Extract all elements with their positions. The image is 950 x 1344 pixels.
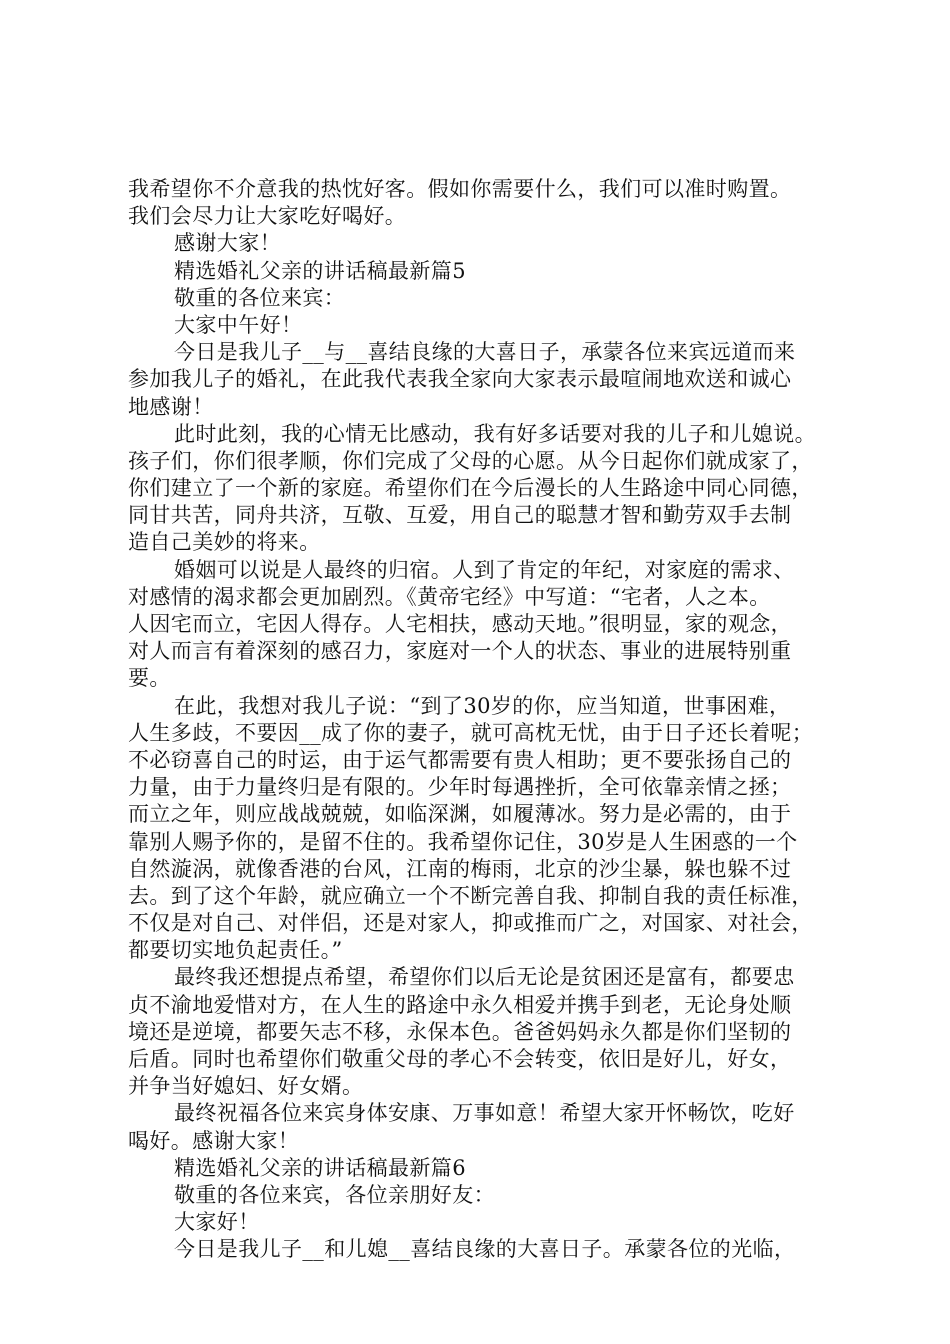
- text-line: 靠别人赐予你的，是留不住的。我希望你记住，30岁是人生困惑的一个: [128, 829, 798, 854]
- paragraph-first-line: 最终我还想提点希望，希望你们以后无论是贫困还是富有，都要忠: [174, 965, 795, 990]
- text-line: 力量，由于力量终归是有限的。少年时每遇挫折，全可依靠亲情之拯；: [128, 775, 792, 800]
- text-line: 参加我儿子的婚礼，在此我代表我全家向大家表示最喧闹地欢送和诚心: [128, 367, 792, 392]
- paragraph-first-line: 此时此刻，我的心情无比感动，我有好多话要对我的儿子和儿媳说。: [174, 421, 816, 446]
- text-line: 你们建立了一个新的家庭。希望你们在今后漫长的人生路途中同心同德，: [128, 476, 813, 501]
- text-line: 并争当好媳妇、好女婿。: [128, 1074, 364, 1099]
- text-line: 孩子们，你们很孝顺，你们完成了父母的心愿。从今日起你们就成家了，: [128, 448, 813, 473]
- paragraph-first-line: 精选婚礼父亲的讲话稿最新篇6: [174, 1155, 466, 1180]
- text-line: 不仅是对自己、对伴侣，还是对家人，抑或推而广之，对国家、对社会，: [128, 911, 813, 936]
- text-line: 我希望你不介意我的热忱好客。假如你需要什么，我们可以准时购置。: [128, 177, 792, 201]
- paragraph-first-line: 在此，我想对我儿子说：“到了30岁的你，应当知道，世事困难，: [174, 693, 791, 718]
- text-line: 我们会尽力让大家吃好喝好。: [128, 204, 407, 229]
- text-line: 而立之年，则应战战兢兢，如临深渊，如履薄冰。努力是必需的，由于: [128, 802, 792, 827]
- text-line: 境还是逆境，都要矢志不移，永保本色。爸爸妈妈永久都是你们坚韧的: [128, 1019, 792, 1044]
- paragraph-first-line: 大家好！: [174, 1210, 260, 1235]
- paragraph-first-line: 精选婚礼父亲的讲话稿最新篇5: [174, 258, 466, 283]
- text-line: 同甘共苦，同舟共济，互敬、互爱，用自己的聪慧才智和勤劳双手去制: [128, 503, 792, 528]
- text-line: 地感谢！: [128, 394, 214, 419]
- text-line: 不必窃喜自己的时运，由于运气都需要有贵人相助；更不要张扬自己的: [128, 747, 792, 772]
- text-line: 人生多歧，不要因__成了你的妻子，就可高枕无忧，由于日子还长着呢；: [128, 720, 814, 745]
- text-line: 喝好。感谢大家！: [128, 1128, 300, 1153]
- paragraph-first-line: 感谢大家！: [174, 231, 281, 256]
- text-line: 都要切实地负起责任。”: [128, 938, 343, 963]
- text-line: 自然漩涡，就像香港的台风，江南的梅雨，北京的沙尘暴，躲也躲不过: [128, 856, 792, 881]
- text-line: 后盾。同时也希望你们敬重父母的孝心不会转变，依旧是好儿，好女，: [128, 1047, 792, 1071]
- document-page: [128, 176, 833, 1264]
- paragraph-first-line: 大家中午好！: [174, 312, 303, 337]
- text-line: 对人而言有着深刻的感召力，家庭对一个人的状态、事业的进展特别重: [128, 639, 792, 664]
- paragraph-first-line: 今日是我儿子__与__喜结良缘的大喜日子，承蒙各位来宾远道而来: [174, 340, 796, 365]
- text-line: 造自己美妙的将来。: [128, 530, 321, 555]
- paragraph-first-line: 婚姻可以说是人最终的归宿。人到了肯定的年纪，对家庭的需求、: [174, 557, 795, 582]
- text-line: 对感情的渴求都会更加剧烈。《黄帝宅经》中写道：“宅者，人之本。: [128, 584, 771, 609]
- paragraph-first-line: 最终祝福各位来宾身体安康、万事如意！希望大家开怀畅饮，吃好: [174, 1101, 795, 1126]
- paragraph-first-line: 敬重的各位来宾：: [174, 285, 346, 310]
- text-line: 要。: [128, 666, 171, 691]
- text-line: 人因宅而立，宅因人得存。人宅相扶，感动天地。”很明显，家的观念，: [128, 612, 793, 636]
- paragraph-first-line: 今日是我儿子__和儿媳__喜结良缘的大喜日子。承蒙各位的光临，: [174, 1237, 796, 1262]
- text-line: 贞不渝地爱惜对方，在人生的路途中永久相爱并携手到老，无论身处顺: [128, 992, 792, 1017]
- text-line: 去。到了这个年龄，就应确立一个不断完善自我、抑制自我的责任标准，: [128, 883, 813, 908]
- paragraph-first-line: 敬重的各位来宾，各位亲朋好友：: [174, 1182, 495, 1207]
